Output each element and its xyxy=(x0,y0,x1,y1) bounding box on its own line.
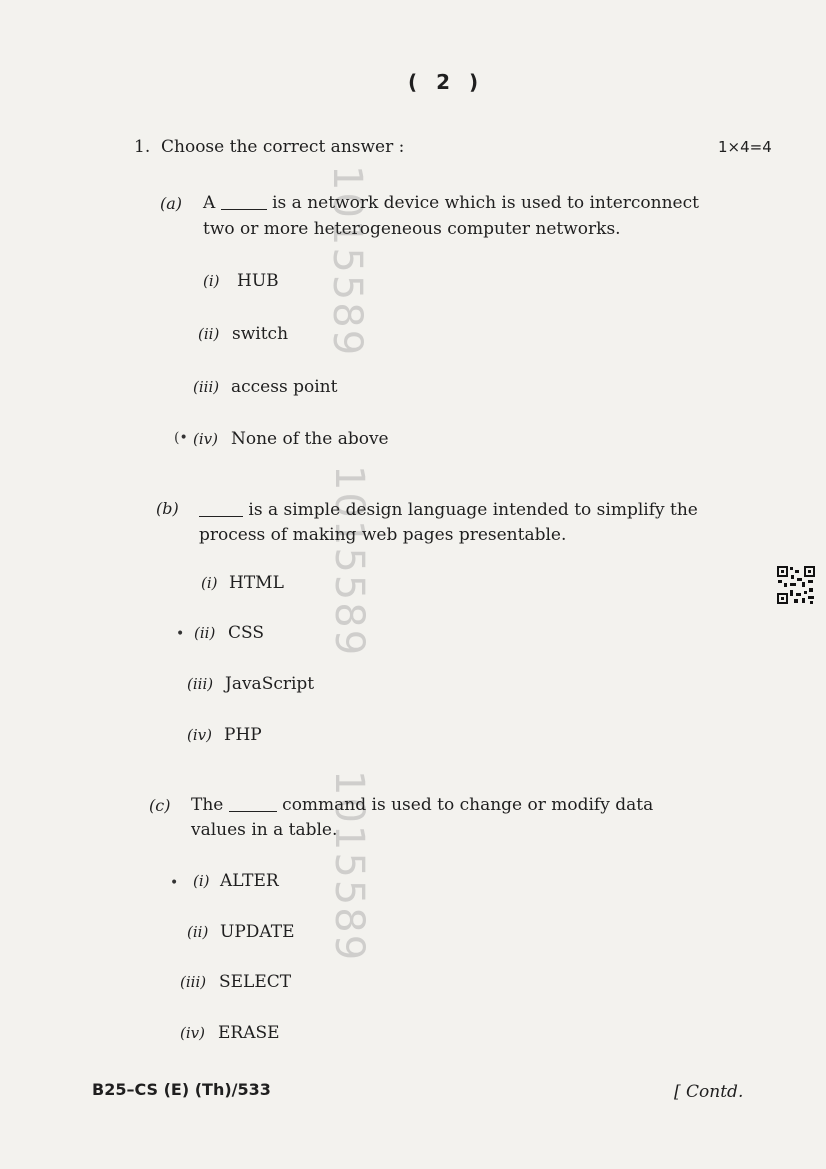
answer-blank xyxy=(229,810,277,812)
part-b-stem-post: is a simple design language intended to simplify the xyxy=(248,500,698,520)
part-b-option-3: (iii) JavaScript xyxy=(187,674,315,694)
pen-mark-icon: • xyxy=(170,875,179,891)
part-b-stem-line1 xyxy=(199,497,698,523)
part-c-option-3: (iii) SELECT xyxy=(180,972,292,992)
part-b-label: (b) xyxy=(156,499,179,518)
part-b-option-4: (iv) PHP xyxy=(187,725,262,745)
part-a-option-1: (i) HUB xyxy=(203,271,279,291)
watermark-3: 1015589 xyxy=(326,770,372,963)
part-c-stem-line2: values in a table. xyxy=(191,820,338,840)
pen-mark-icon: • xyxy=(176,626,185,642)
part-c-option-4: (iv) ERASE xyxy=(180,1023,280,1043)
part-a-stem-post: is a network device which is used to interconnect xyxy=(272,193,699,213)
pen-mark-icon: (• xyxy=(174,430,188,446)
part-a-stem-line2: two or more heterogeneous computer networks. xyxy=(203,219,621,239)
paper-code: B25–CS (E) (Th)/533 xyxy=(92,1080,271,1099)
qr-code-icon xyxy=(776,565,816,605)
part-c-stem-pre: The xyxy=(191,795,224,815)
part-a-stem-line1 xyxy=(203,190,699,216)
question-instruction: Choose the correct answer : xyxy=(161,137,405,157)
continued-note: [ Contd. xyxy=(674,1082,744,1102)
part-c-option-2: (ii) UPDATE xyxy=(187,922,295,942)
watermark-2: 1015589 xyxy=(326,465,372,658)
answer-blank xyxy=(221,208,267,210)
part-a-option-3: (iii) access point xyxy=(193,377,338,397)
part-c-stem-line1 xyxy=(191,792,653,818)
part-a-option-4: (iv) None of the above xyxy=(193,429,389,449)
part-c-stem-post: command is used to change or modify data xyxy=(282,795,654,815)
watermark-1: 1015589 xyxy=(324,165,370,358)
part-b-stem-line2: process of making web pages presentable. xyxy=(199,525,567,545)
part-a-label: (a) xyxy=(160,194,183,213)
page-number: ( 2 ) xyxy=(408,70,485,94)
part-b-option-2: (ii) CSS xyxy=(194,623,265,643)
answer-blank xyxy=(199,515,243,517)
part-b-option-1: (i) HTML xyxy=(201,573,284,593)
part-a-option-2: (ii) switch xyxy=(198,324,289,344)
question-marks: 1×4=4 xyxy=(718,138,772,156)
part-c-label: (c) xyxy=(149,796,171,815)
question-number: 1. xyxy=(134,137,151,157)
part-c-option-1: (i) ALTER xyxy=(193,871,279,891)
part-a-stem-pre: A xyxy=(203,193,216,213)
